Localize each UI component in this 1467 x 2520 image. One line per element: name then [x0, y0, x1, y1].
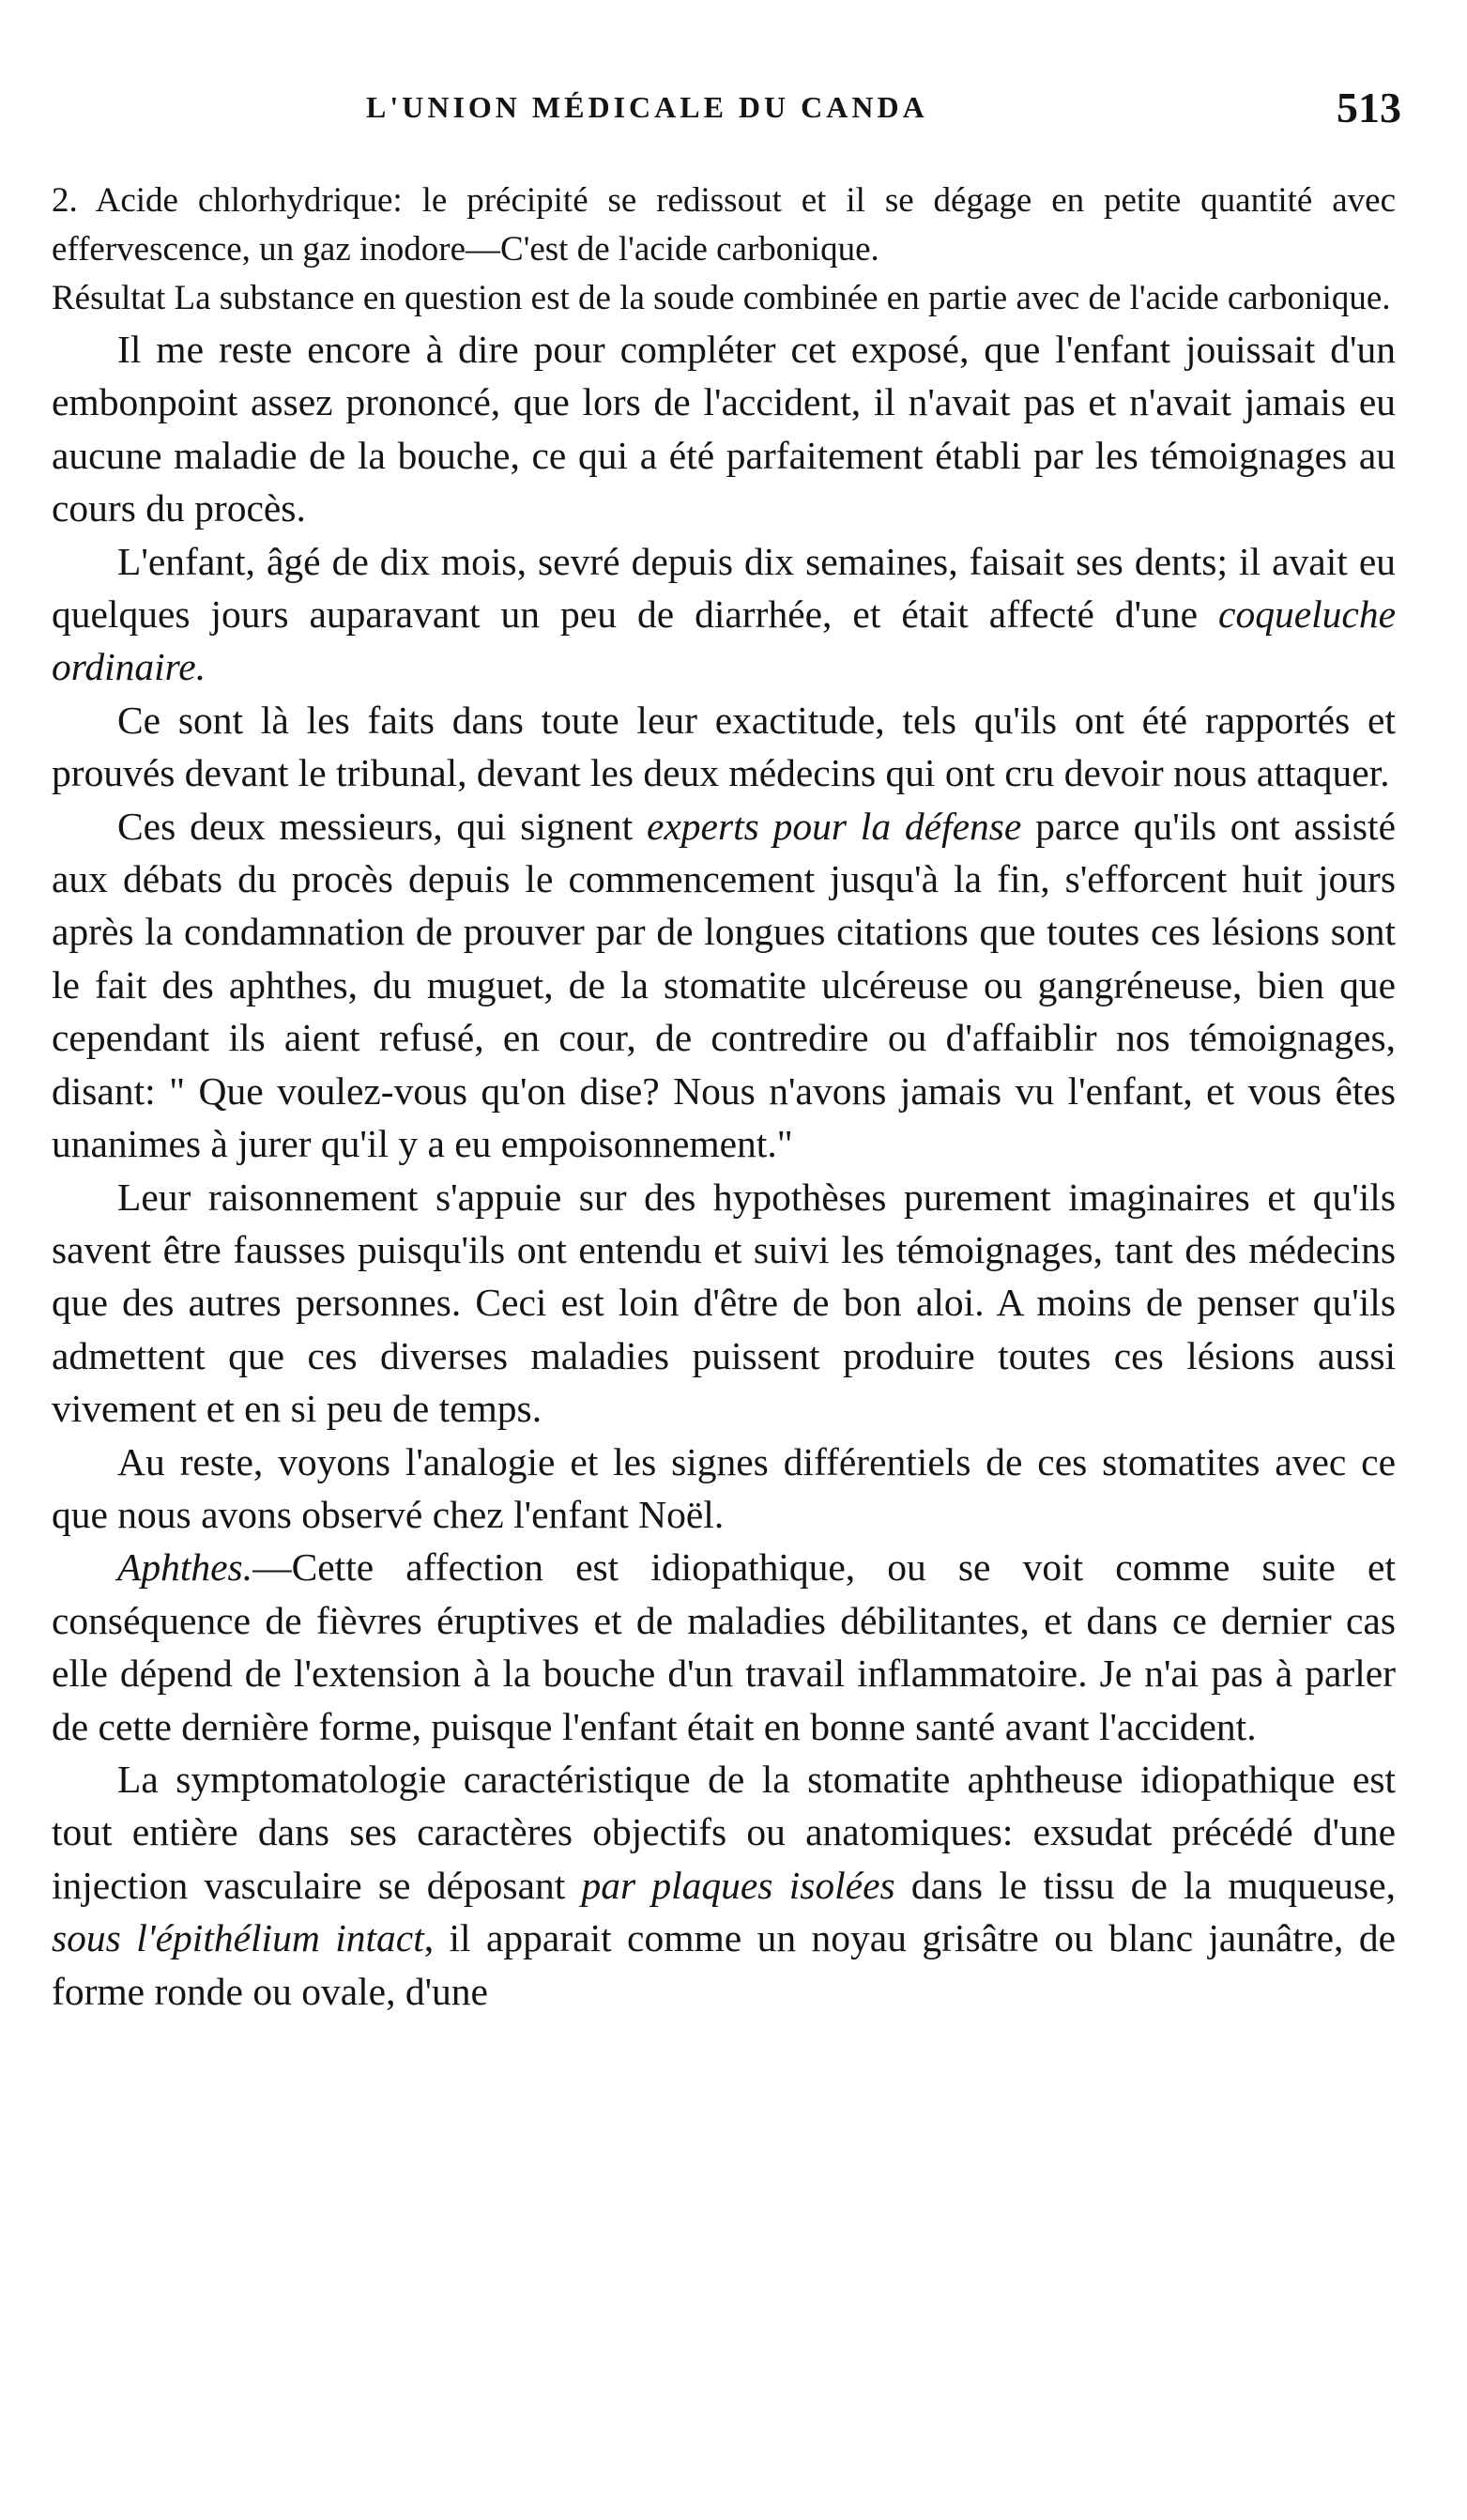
paragraph-result: [52, 274, 1396, 323]
italic-phrase: sous l'épithélium intact: [52, 1916, 424, 1960]
italic-phrase: coqueluche ordinaire.: [52, 592, 1396, 689]
italic-phrase: experts pour la défense: [646, 804, 1022, 848]
page-number: 513: [1337, 84, 1401, 131]
paragraph-text: dans le tissu de la muqueuse,: [894, 1863, 1396, 1907]
paragraph-text: Résultat La substance en question est de la soude combinée en partie avec de l'acide carbonique.: [52, 279, 1391, 317]
paragraph-aphthes: [52, 1541, 1396, 1753]
paragraph-text: parce qu'ils ont assisté aux débats du procès depuis le commencement jusqu'à la fin, s'efforcent huit jours après la condamnation de prouver par de longues citations que toutes ces lésions sont le fait des aphthes, du muguet, de la stomatite ulcéreuse ou gangréneuse, bien que cependant ils aient refusé, en cour, de contredire ou d'affaiblir nos témoignages, disant: " Que voulez-vous qu'on dise? Nous n'avons jamais vu l'enfant, et vous êtes unanimes à jurer qu'il y a eu empoisonnement.": [52, 804, 1396, 1166]
paragraph-facts: [52, 694, 1396, 800]
italic-phrase: par plaques isolées: [581, 1863, 895, 1907]
paragraph-text: , il apparait comme un noyau grisâtre ou blanc jaunâtre, de forme ronde ou ovale, d'une: [52, 1916, 1396, 2013]
article-body: [52, 177, 1396, 2018]
running-head: [0, 84, 1467, 146]
paragraph-text: Leur raisonnement s'appuie sur des hypothèses purement imaginaires et qu'ils savent être fausses puisqu'ils ont entendu et suivi les témoignages, tant des médecins que des autres personnes. Ceci est loin d'être de bon aloi. A moins de penser qu'ils admettent que ces diverses maladies puissent produire toutes ces lésions aussi vivement et en si peu de temps.: [52, 1175, 1396, 1431]
paragraph-reasoning: [52, 1171, 1396, 1436]
paragraph-acid-test: [52, 177, 1396, 274]
paragraph-text: Il me reste encore à dire pour compléter cet exposé, que l'enfant jouissait d'un embonpoint assez prononcé, que lors de l'accident, il n'avait pas et n'avait jamais eu aucune maladie de la bouche, ce qui a été parfaitement établi par les témoignages au cours du procès.: [52, 328, 1396, 530]
paragraph-child-age: [52, 535, 1396, 694]
paragraph-text: L'enfant, âgé de dix mois, sevré depuis dix semaines, faisait ses dents; il avait eu quelques jours auparavant un peu de diarrhée, et était affecté d'une: [52, 539, 1396, 637]
section-term: Aphthes.: [117, 1545, 253, 1590]
paragraph-experts: [52, 800, 1396, 1171]
paragraph-symptomatology: [52, 1753, 1396, 2018]
paragraph-analogy: [52, 1436, 1396, 1542]
paragraph-text: Ce sont là les faits dans toute leur exactitude, tels qu'ils ont été rapportés et prouvés devant le tribunal, devant les deux médecins qui ont cru devoir nous attaquer.: [52, 698, 1396, 795]
paragraph-child-health: [52, 323, 1396, 535]
paragraph-text: 2. Acide chlorhydrique: le précipité se redissout et il se dégage en petite quantité avec effervescence, un gaz inodore—C'est de l'acide carbonique.: [52, 181, 1396, 269]
paragraph-text: Ces deux messieurs, qui signent: [117, 804, 647, 848]
paragraph-text: Au reste, voyons l'analogie et les signes différentiels de ces stomatites avec ce que nous avons observé chez l'enfant Noël.: [52, 1439, 1396, 1536]
paragraph-text: La symptomatologie caractéristique de la stomatite aphtheuse idiopathique est tout entière dans ses caractères objectifs ou anatomiques: exsudat précédé d'une injection vasculaire se déposant: [52, 1757, 1396, 1907]
paragraph-text: —Cette affection est idiopathique, ou se voit comme suite et conséquence de fièvres éruptives et de maladies débilitantes, et dans ce dernier cas elle dépend de l'extension à la bouche d'un travail inflammatoire. Je n'ai pas à parler de cette dernière forme, puisque l'enfant était en bonne santé avant l'accident.: [52, 1545, 1396, 1748]
journal-title: L'UNION MÉDICALE DU CANDA: [366, 90, 928, 124]
